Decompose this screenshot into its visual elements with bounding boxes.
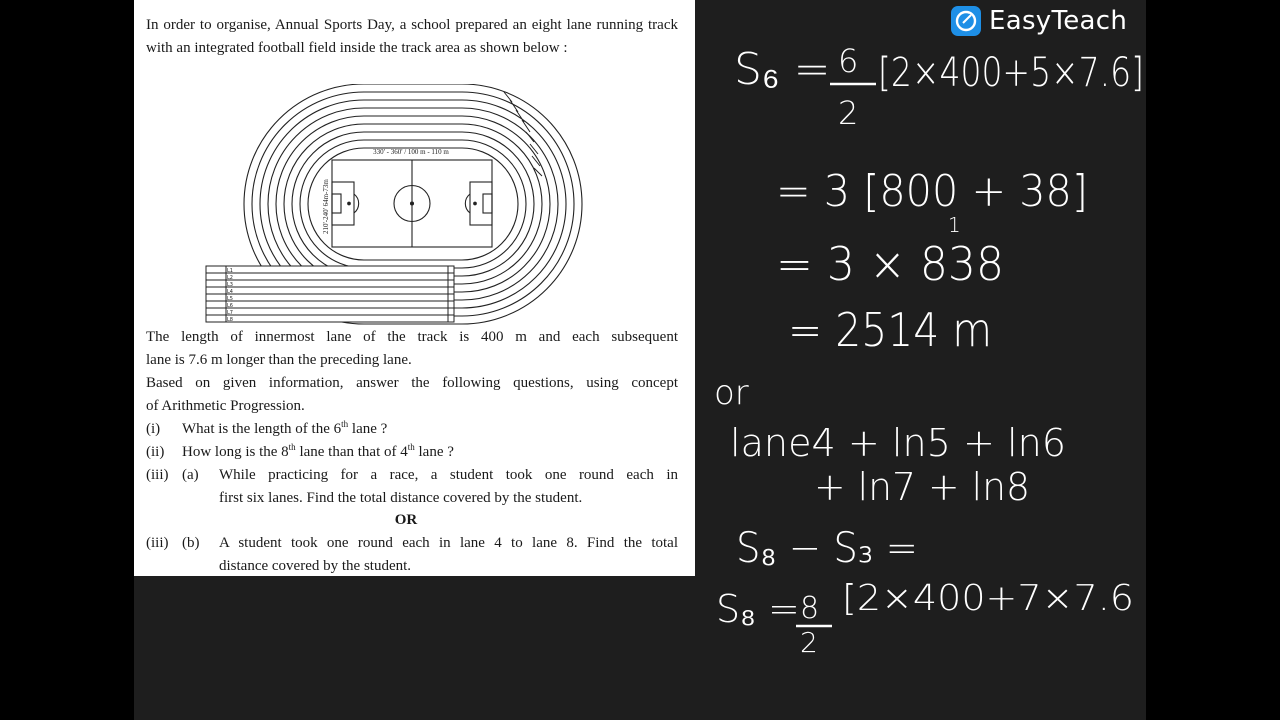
s6-fraction-num: 6: [838, 42, 859, 80]
info-line-2: lane is 7.6 m longer than the preceding lane.: [146, 352, 412, 368]
lanes-line-2: + ln7 + ln8: [814, 465, 1030, 509]
question-intro: In order to organise, Annual Sports Day, a school prepared an eight lane running track with an integrated football field inside the track area as shown below :: [146, 17, 678, 56]
lane-label: L1: [227, 268, 233, 274]
brand-name: EasyTeach: [989, 6, 1128, 36]
line-product: = 3 × 838: [776, 237, 1004, 291]
lane-label: L3: [227, 282, 233, 288]
field-width-label: 210'-240' 64m-73m: [322, 179, 330, 234]
s6-lhs: S₆ =: [734, 44, 831, 95]
or-note: or: [714, 373, 749, 413]
lane-label: L6: [227, 303, 233, 309]
lane-label: L4: [227, 289, 233, 295]
based-line-1: Based on given information, answer the following questions, using concept: [146, 375, 678, 391]
line-result: = 2514 m: [788, 303, 992, 357]
line-sum: = 3 [800 + 38]: [776, 166, 1088, 217]
s6-fraction-den: 2: [838, 94, 859, 132]
s8-lhs: S₈ =: [716, 587, 800, 631]
carry-digit: 1: [948, 213, 961, 237]
info-line-1: The length of innermost lane of the track is 400 m and each subsequent: [146, 329, 678, 345]
lane-label: L2: [227, 275, 233, 281]
s8-minus-s3: S₈ − S₃ =: [736, 523, 918, 572]
lane-label: L8: [227, 317, 233, 323]
s8-fraction-num: 8: [800, 591, 820, 626]
based-line-2: of Arithmetic Progression.: [146, 398, 305, 414]
lanes-line-1: lane4 + ln5 + ln6: [730, 421, 1066, 465]
s8-fraction-den: 2: [800, 626, 818, 659]
s8-bracket: [2×400+7×7.6: [842, 578, 1134, 619]
lane-label: L5: [227, 296, 233, 302]
lane-label: L7: [227, 310, 233, 316]
s6-bracket: [2×400+5×7.6]: [878, 50, 1144, 96]
field-length-label: 330' - 360' / 100 m - 110 m: [373, 148, 449, 156]
question-sheet: In order to organise, Annual Sports Day, a school prepared an eight lane running track with an integrated football field inside the track area as shown below : L1 L2 L3 L4 L5 L6 L7 L8 330' - 360' / 100 m - 110 m 210'-240' 64m-73m The length of innermost lane of the track is 400 m and each subsequent lane is 7.6 m longer than the preceding lane. Based on given information, answer the following questions, using concept of Arithmetic Progression. (i) What is the length of the 6th lane ? (ii) How long is the 8th lane than that of 4th lane ? (iii) (a) While practicing for a race, a student took one round each in first six lanes. Find the total distance covered by the student. OR (iii) (b) A student took one round each in lane 4 to lane 8. Find the total distance covered by the student.: [134, 0, 695, 576]
